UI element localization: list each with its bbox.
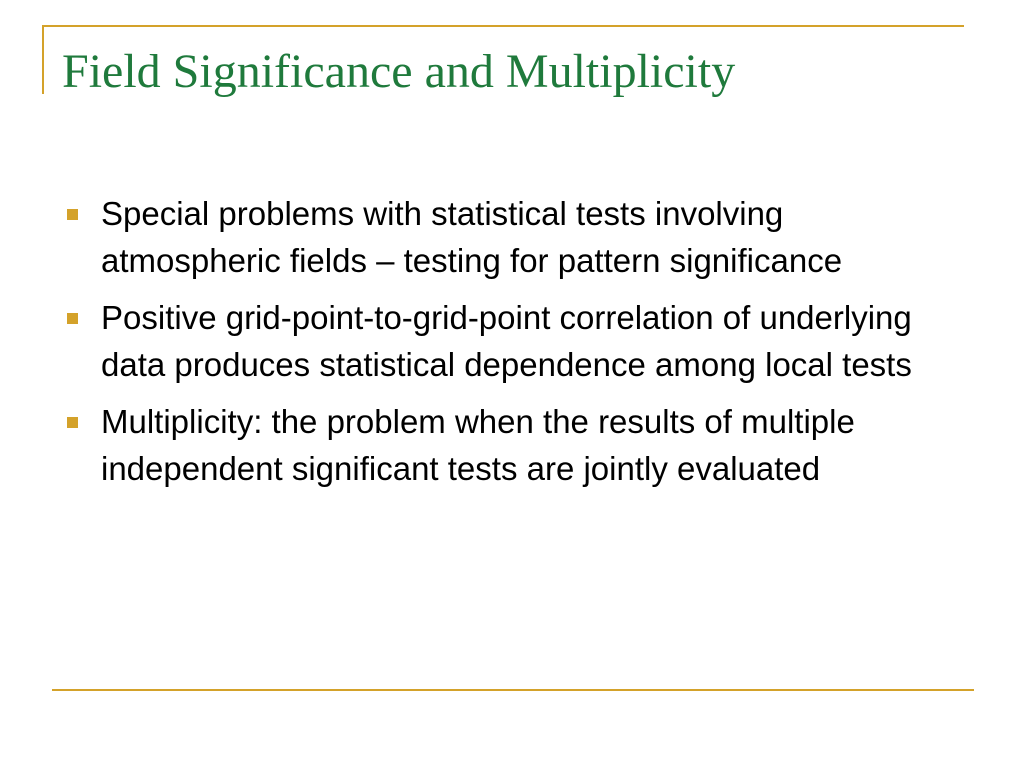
square-bullet-icon: [67, 417, 78, 428]
bullet-text: Multiplicity: the problem when the results of multiple independent significant tests are jointly evaluated: [101, 403, 855, 487]
bullet-list: [64, 190, 964, 502]
bullet-text: Positive grid-point-to-grid-point correlation of underlying data produces statistical dependence among local tests: [101, 299, 912, 383]
bottom-rule: [52, 689, 974, 691]
square-bullet-icon: [67, 209, 78, 220]
slide-title: Field Significance and Multiplicity: [62, 45, 736, 98]
left-rule: [42, 25, 44, 94]
bullet-item: [64, 190, 964, 284]
bullet-item: [64, 294, 964, 388]
bullet-item: [64, 398, 964, 492]
bullet-text: Special problems with statistical tests involving atmospheric fields – testing for pattern significance: [101, 195, 843, 279]
square-bullet-icon: [67, 313, 78, 324]
top-rule: [42, 25, 964, 27]
